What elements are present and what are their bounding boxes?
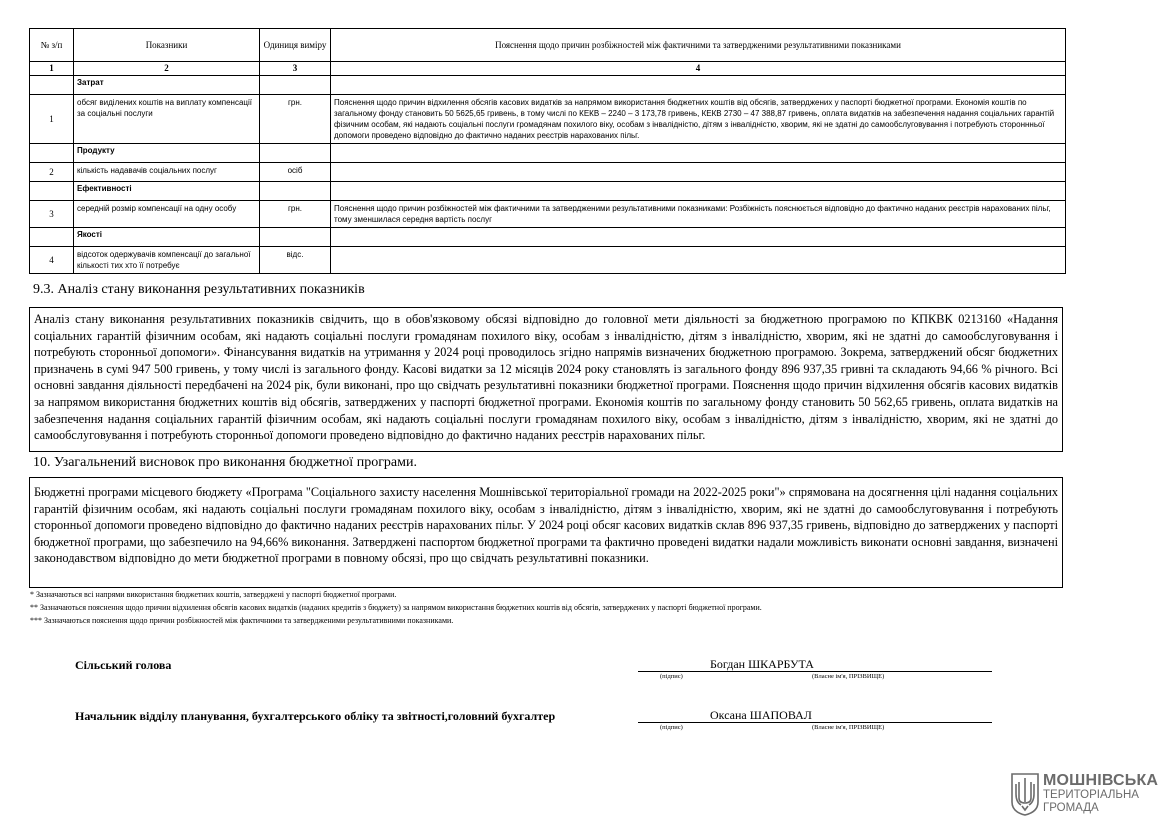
signature-caption-name: (Власне ім'я, ПРІЗВИЩЕ) [812, 724, 885, 731]
col-number: 3 [260, 62, 331, 76]
signature-name: Оксана ШАПОВАЛ [710, 708, 812, 722]
col-number: 4 [331, 62, 1066, 76]
table-row [30, 95, 1066, 144]
signature-caption-sign: (підпис) [660, 724, 683, 731]
group-label: Продукту [74, 144, 260, 163]
row-unit: відс. [260, 247, 331, 274]
row-explanation [331, 163, 1066, 182]
indicators-table [29, 28, 1066, 274]
row-explanation: Пояснення щодо причин відхилення обсягів касових видатків за напрямом використання бюджетних коштів від обсягів, затверджених у паспорті бюджетної програми. Економія коштів по загальному фонду становить 50 5625,65 гривень, в тому числі по КЕКВ – 2240 – 3 173,78 гривень, КЕКВ 2730 – 47 388,87 гривень, оплата видатків на забезпечення надання соціальних гарантій фізичним особам, які надають соціальні послуги громадянам похилого віку, особам з інвалідністю, дітям з інвалідністю, хворим, які не здатні до самообслуговування і потребують стороннньої допомоги проведено відповідно до фактично наданих реєстрів нарахованих пільг. [331, 95, 1066, 144]
community-logo [1010, 772, 1159, 818]
row-indicator: кількість надавачів соціальних послуг [74, 163, 260, 182]
group-label: Затрат [74, 76, 260, 95]
signature-line [638, 671, 992, 672]
row-indicator: обсяг виділених коштів на виплату компенсації за соціальні послуги [74, 95, 260, 144]
header-explanation: Пояснення щодо причин розбіжностей між фактичними та затвердженими результативними показниками [331, 29, 1066, 62]
column-number-row [30, 62, 1066, 76]
section-93-title: 9.3. Аналіз стану виконання результативних показників [33, 282, 365, 297]
row-num: 2 [30, 163, 74, 182]
signature-line [638, 722, 992, 723]
signature-caption-sign: (підпис) [660, 673, 683, 680]
row-unit: грн. [260, 95, 331, 144]
table-row [30, 247, 1066, 274]
group-row-product [30, 144, 1066, 163]
footnote: *** Зазначаються пояснення щодо причин розбіжностей між фактичними та затвердженими результативними показниками. [30, 616, 454, 625]
row-indicator: відсоток одержувачів компенсації до загальної кількості тих хто її потребує [74, 247, 260, 274]
group-row-efficiency [30, 182, 1066, 201]
signature-title: Начальник відділу планування, бухгалтерського обліку та звітності,головний бухгалтер [75, 709, 556, 723]
row-num: 3 [30, 201, 74, 228]
header-unit: Одиниця виміру [260, 29, 331, 62]
signature-name: Богдан ШКАРБУТА [710, 657, 814, 671]
section-10-text: Бюджетні програми місцевого бюджету «Програма "Соціального захисту населення Мошнівської територіальної громади на 2022-2025 роки"» спрямована на досягнення цілі надання соціальних гарантій фізичним особам, які надають соціальні послуги громадянам похилого віку, особам з інвалідністю, дітям з інвалідністю, хворим, які не здатні до самообслуговування і потребують сторонньої допомоги проведено відповідно до фактично наданих реєстрів нарахованих пільг. У 2024 році обсяг касових видатків склав 896 937,35 гривень, відповідно до затверджених у паспорті бюджетної програми, що забезпечило на 94,66% виконання. Затверджені паспортом бюджетної програми та фактично проведені видатки надали можливість виконати основні завдання, визначені законодавством відповідно до мети бюджетної програми в повному обсязі, про що свідчать результативні показники. [29, 477, 1063, 588]
group-row-quality [30, 228, 1066, 247]
row-indicator: середній розмір компенсації на одну особу [74, 201, 260, 228]
section-10-title: 10. Узагальнений висновок про виконання бюджетної програми. [33, 455, 417, 470]
signature-caption-name: (Власне ім'я, ПРІЗВИЩЕ) [812, 673, 885, 680]
row-unit: осіб [260, 163, 331, 182]
row-num: 4 [30, 247, 74, 274]
logo-line-3: ГРОМАДА [1043, 802, 1099, 814]
footnote: ** Зазначаються пояснення щодо причин відхилення обсягів касових видатків (наданих кредитів з бюджету) за напрямом використання бюджетних коштів від обсягів, затверджених у паспорті бюджетної програми. [30, 603, 762, 612]
logo-line-2: ТЕРИТОРІАЛЬНА [1043, 789, 1139, 801]
trident-emblem-icon [1010, 772, 1040, 816]
signature-title: Сільський голова [75, 658, 172, 672]
row-explanation: Пояснення щодо причин розбіжностей між фактичними та затвердженими результативними показниками: Розбіжність пояснюється відповідно до фактично наданих реєстрів нарахованих пільг, тому зменшилася середня вартість послуг [331, 201, 1066, 228]
col-number: 2 [74, 62, 260, 76]
section-93-text: Аналіз стану виконання результативних показників свідчить, що в обов'язковому обсязі відповідно до головної мети діяльності за бюджетною програмою по КПКВК 0213160 «Надання соціальних гарантій фізичним особам, які надають соціальні послуги громадянам похилого віку, особам з інвалідністю, дітям з інвалідністю, хворим, які не здатні до самообслуговування і потребують сторонньої допомоги». Фінансування видатків на утримання у 2024 році проводилось згідно напрямів визначених бюджетною програмою. Зокрема, затверджений обсяг бюджетних призначень в сумі 947 500 гривень, у тому числі із загального фонду. Касові видатки за 12 місяців 2024 року становлять із загального фонду 896 937,35 гривні та складають 94,66 % річного. Всі основні завдання діяльності передбачені на 2024 рік, були виконані, про що свідчать результативні показники бюджетної програми. Пояснення щодо причин відхилення обсягів касових видатків за напрямом використання бюджетних коштів від обсягів, затверджених у паспорті бюджетної програми. Економія коштів по загальному фонду становить 50 562,65 гривень, оплата видатків на забезпечення надання соціальних гарантій фізичним особам, які надають соціальні послуги громадянам похилого віку, особам з інвалідністю, дітям з інвалідністю, хворим, які не здатні до самообслуговування і потребують сторонньої допомоги проведено відповідно до фактично наданих реєстрів нарахованих пільг. [29, 307, 1063, 452]
table-row [30, 201, 1066, 228]
group-row-cost [30, 76, 1066, 95]
table-header-row [30, 29, 1066, 62]
row-explanation [331, 247, 1066, 274]
group-label: Якості [74, 228, 260, 247]
row-unit: грн. [260, 201, 331, 228]
header-num: № з/п [30, 29, 74, 62]
footnote: * Зазначаються всі напрями використання бюджетних коштів, затверджені у паспорті бюджетної програми. [30, 590, 397, 599]
group-label: Ефективності [74, 182, 260, 201]
logo-line-1: МОШНІВСЬКА [1043, 772, 1159, 789]
header-indicators: Показники [74, 29, 260, 62]
table-row [30, 163, 1066, 182]
row-num: 1 [30, 95, 74, 144]
col-number: 1 [30, 62, 74, 76]
